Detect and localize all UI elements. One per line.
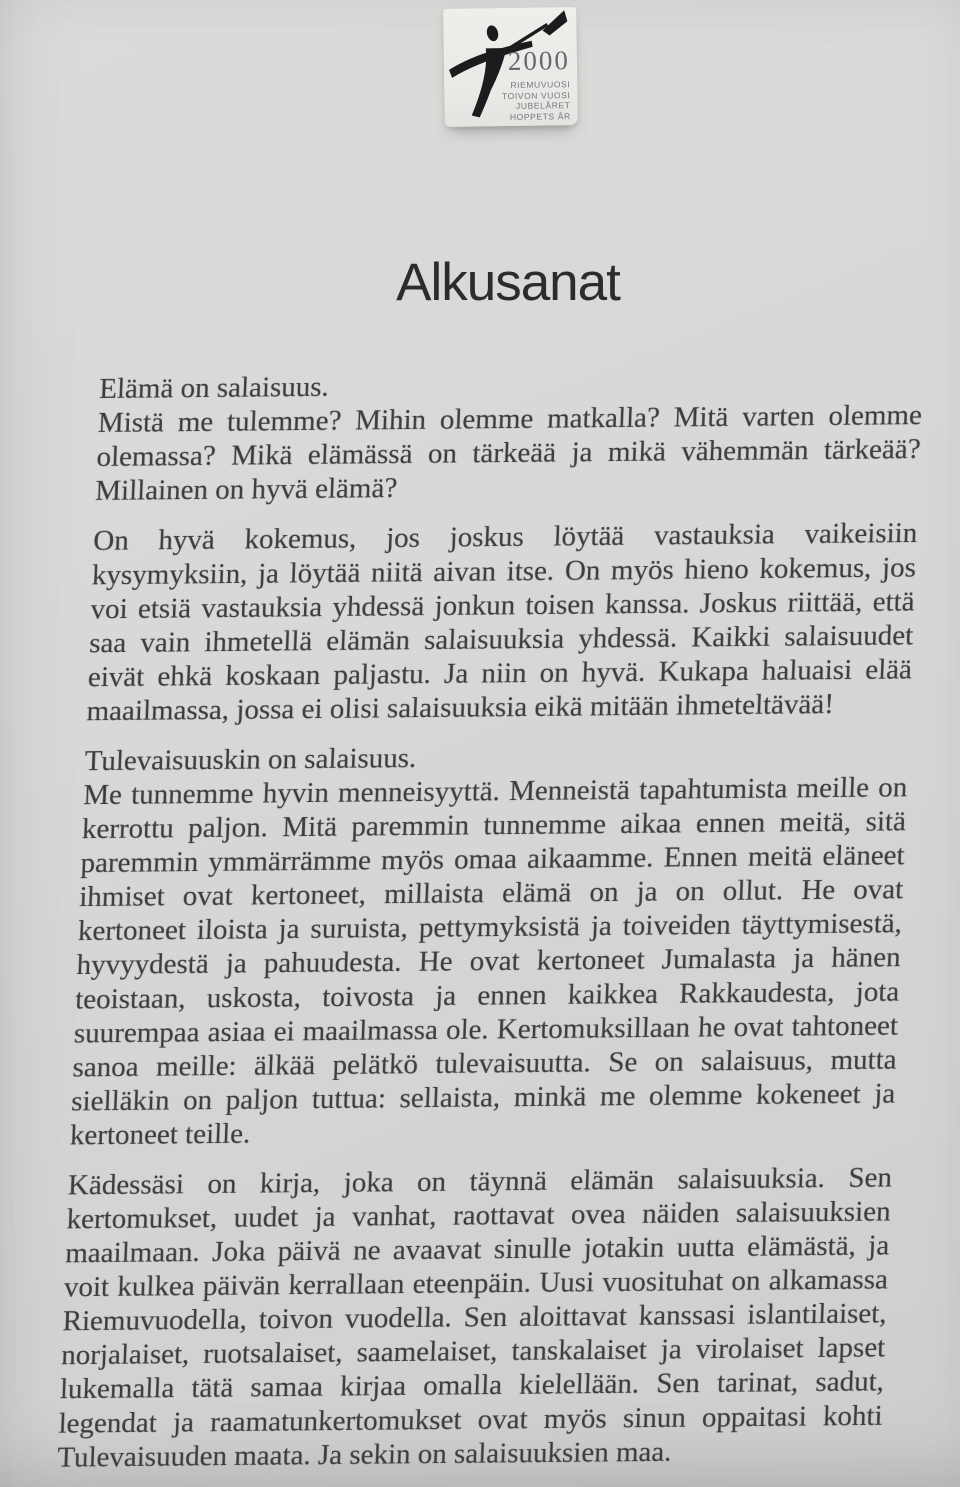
stamp-caption-line: JUBELÅRET (515, 100, 571, 111)
paragraph-2: On hyvä kokemus, jos joskus löytää vastauksia vaikeisiin kysymyksiin, ja löytää niitä aivan itse. On myös hieno kokemus, jos voi etsiä vastauksia yhdessä jonkun toisen kanssa. Joskus riittää, että saa vain ihmetellä elämän salaisuuksia yhdessä. Kaikki salaisuudet eivät ehkä koskaan paljastu. Ja niin on hyvä. Kukapa haluaisi elää maailmassa, jossa ei olisi salaisuuksia eikä mitään ihmeteltävää! (86, 517, 918, 728)
paragraph-1: Elämä on salaisuus. Mistä me tulemme? Mihin olemme matkalla? Mitä varten olemme olemassa? Mikä elämässä on tärkeää ja mikä vähemmän tärkeää? Millainen on hyvä elämä? (94, 370, 923, 508)
stamp-captions (502, 79, 571, 122)
stamp-caption-line: HOPPETS ÅR (509, 110, 571, 122)
page-title: Alkusanat (396, 252, 620, 312)
paragraph-3: Tulevaisuuskin on salaisuus. Me tunnemme hyvin menneisyyttä. Menneistä tapahtumista meille on kerrottu paljon. Mitä paremmin tunnemme aikaa ennen meitä, sitä paremmin ymmärrämme myös omaa aikaamme. Ennen meitä eläneet ihmiset ovat kertoneet, millaista elämä on ja on ollut. He ovat kertoneet iloista ja suruista, pettymyksistä ja toiveiden täyttymisestä, hyvyydestä ja pahuudesta. He ovat kertoneet Jumalasta ja hänen teoistaan, uskosta, toivosta ja ennen kaikkea Rakkaudesta, jota suurempaa asiaa ei maailmassa ole. Kertomuksillaan he ovat tahtoneet sanoa meille: älkää pelätkö tulevaisuutta. Se on salaisuus, mutta sielläkin on paljon tuttua: sellaista, minkä me olemme kokeneet ja kertoneet teille. (69, 741, 908, 1152)
stamp-caption-line: RIEMUVUOSI (510, 79, 571, 91)
paragraph-4: Kädessäsi on kirja, joka on täynnä elämän salaisuuksia. Sen kertomukset, uudet ja vanhat, raottavat ovea näiden salaisuuksien maailmaan. Joka päivä ne avaavat sinulle jotakin uutta elämästä, ja voit kulkea päivän kerrallaan eteenpäin. Uusi vuosituhat on alkamassa Riemuvuodella, toivon vuodella. Sen aloittavat kanssasi islantilaiset, norjalaiset, ruotsalaiset, saamelaiset, tanskalaiset ja virolaiset lapset lukemalla tätä samaa kirjaa omalla kielellään. Sen tarinat, sadut, legendat ja raamatunkertomukset ovat myös sinun oppaitasi kohti Tulevaisuuden maata. Ja sekin on salaisuuksien maa. (56, 1161, 893, 1474)
stamp-caption-line: TOIVON VUOSI (501, 89, 571, 101)
jubilee-2000-stamp (443, 7, 578, 127)
stamp-year-label: 2000 (507, 45, 571, 77)
body-text (57, 364, 924, 1474)
